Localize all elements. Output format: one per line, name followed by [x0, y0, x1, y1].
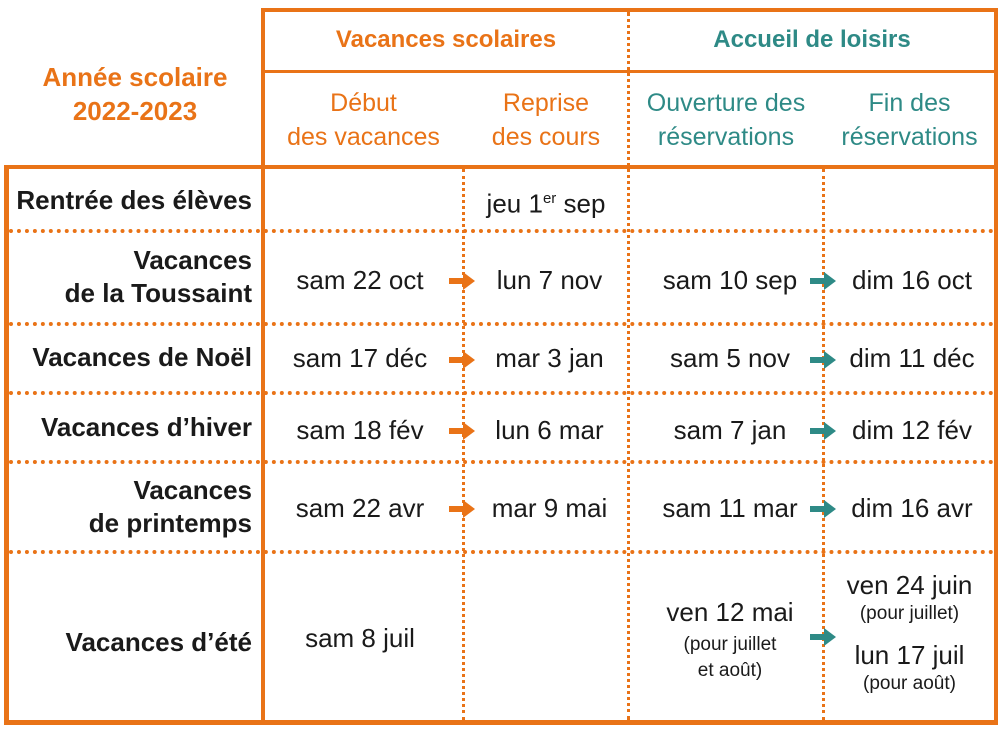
cell-ete-fin1-note: (pour juillet) [859, 603, 960, 624]
school-year-line2: 2022-2023 [72, 96, 198, 126]
header-ouverture-line2: réservations [657, 123, 795, 151]
cell-ete-fin2-note: (pour août) [863, 673, 956, 694]
header-debut-line1: Début [330, 89, 397, 117]
cell-ete-ouverture-note1: (pour juillet [683, 634, 777, 655]
row-label-noel: Vacances de Noël [32, 342, 252, 372]
row-label-rentree: Rentrée des élèves [16, 185, 252, 215]
cell-hiver-ouverture: sam 7 jan [673, 415, 787, 445]
cell-ete-fin1-date: ven 24 juin [846, 570, 973, 600]
cell-printemps-debut: sam 22 avr [295, 493, 425, 523]
header-reprise-line2: des cours [491, 123, 601, 151]
cell-toussaint-fin: dim 16 oct [852, 265, 972, 295]
cell-printemps-ouverture: sam 11 mar [662, 493, 798, 523]
header-ouverture [630, 86, 822, 154]
row-label-toussaint-line2: de la Toussaint [64, 278, 252, 308]
right-arrow-icon [449, 351, 475, 369]
cell-rentree-reprise [465, 183, 627, 220]
cell-hiver-fin: dim 12 fév [852, 415, 972, 445]
row-label-printemps [12, 474, 252, 540]
cell-printemps-fin: dim 16 avr [851, 493, 973, 523]
header-accueil-de-loisirs: Accueil de loisirs [713, 26, 911, 53]
cell-ete-fin [825, 569, 994, 697]
cell-noel-fin: dim 11 déc [849, 343, 975, 373]
row-label-toussaint [12, 244, 252, 310]
right-arrow-icon [810, 272, 836, 290]
right-arrow-icon [810, 628, 836, 646]
header-fin [825, 86, 994, 154]
cell-toussaint-ouverture: sam 10 sep [662, 265, 798, 295]
right-arrow-icon [449, 272, 475, 290]
header-fin-line2: réservations [841, 123, 978, 151]
cell-rentree-sup: er [542, 190, 557, 207]
school-year-label [10, 60, 260, 128]
header-ouverture-line1: Ouverture des [646, 89, 806, 117]
cell-ete-ouverture-note2: et août) [697, 660, 763, 681]
header-vacances-scolaires: Vacances scolaires [335, 26, 557, 53]
header-fin-line1: Fin des [868, 89, 951, 117]
cell-rentree-day: jeu 1 [486, 188, 543, 219]
right-arrow-icon [810, 422, 836, 440]
row-label-ete: Vacances d’été [65, 627, 252, 657]
cell-hiver-reprise: lun 6 mar [495, 415, 604, 445]
cell-hiver-debut: sam 18 fév [296, 415, 424, 445]
cell-noel-ouverture: sam 5 nov [670, 343, 790, 373]
row-label-hiver: Vacances d’hiver [40, 412, 252, 442]
row-label-printemps-line2: de printemps [88, 508, 252, 538]
right-arrow-icon [810, 500, 836, 518]
cell-ete-debut: sam 8 juil [305, 623, 415, 653]
header-debut [265, 86, 462, 154]
cell-rentree-month: sep [556, 188, 606, 219]
row-label-toussaint-line1: Vacances [133, 245, 252, 275]
header-reprise-line1: Reprise [502, 89, 590, 117]
cell-printemps-reprise: mar 9 mai [491, 493, 608, 523]
right-arrow-icon [449, 500, 475, 518]
right-arrow-icon [810, 351, 836, 369]
cell-noel-debut: sam 17 déc [292, 343, 428, 373]
row-label-printemps-line1: Vacances [133, 475, 252, 505]
header-debut-line2: des vacances [287, 123, 440, 151]
cell-ete-ouverture-date: ven 12 mai [666, 597, 794, 627]
cell-toussaint-debut: sam 22 oct [296, 265, 424, 295]
cell-ete-ouverture [630, 596, 830, 684]
right-arrow-icon [449, 422, 475, 440]
header-reprise [465, 86, 627, 154]
cell-ete-fin2-date: lun 17 juil [854, 640, 965, 670]
school-year-line1: Année scolaire [42, 62, 228, 92]
cell-noel-reprise: mar 3 jan [495, 343, 604, 373]
cell-toussaint-reprise: lun 7 nov [496, 265, 603, 295]
